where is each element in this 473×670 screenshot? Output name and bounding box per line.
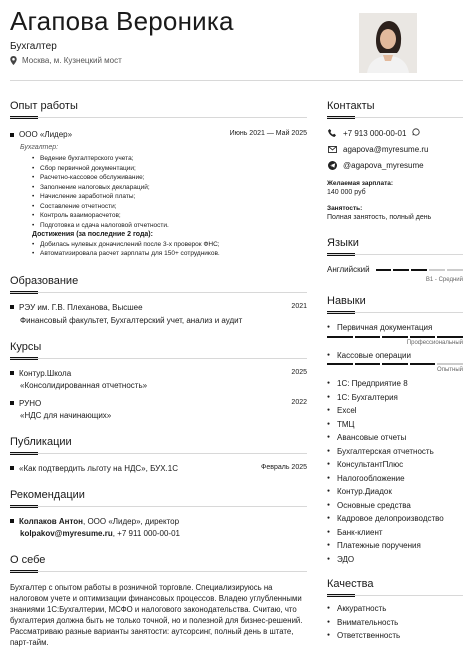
list-item: ● Внимательность [327,616,463,630]
list-item: • Подготовка и сдача налоговой отчетности. [32,221,307,231]
list-item: ● Ответственность [327,629,463,643]
list-item: • Сбор первичной документации; [32,164,307,174]
course-year: 2025 [291,368,307,376]
course-name: «НДС для начинающих» [20,410,112,420]
education-heading: Образование [10,275,307,293]
education-school: РЭУ им. Г.В. Плеханова, Высшее [19,302,143,312]
list-item: • Составление отчетности; [32,202,307,212]
list-item: ● ЭДО [327,553,463,567]
list-item: ● 1С: Бухгалтерия [327,391,463,405]
profile-photo [359,13,417,73]
list-item: • Добилась нулевых доначислений после 3-х проверок ФНС; [32,240,307,250]
telegram-text: @agapova_myresume [343,160,424,170]
salary-value: 140 000 руб [327,189,366,196]
list-item: ● Бухгалтерская отчетность [327,445,463,459]
education-header [10,303,307,312]
course-name: «Консолидированная отчетность» [20,380,148,390]
bullet-marker [10,466,14,470]
rated-skill-name: ● Первичная документация [327,321,463,335]
bullet-marker [10,305,14,309]
publication-date: Февраль 2025 [261,463,307,471]
duties-list [32,154,307,230]
bullet-marker [10,133,14,137]
list-item: ● Банк-клиент [327,526,463,540]
email-text: agapova@myresume.ru [343,144,429,154]
phone-text: +7 913 000-00-01 [343,128,407,138]
about-text: Бухгалтер с опытом работы в розничной торговле. Специализируюсь на налоговом учете и оптимизации финансовых процессов. Владею углубленными знаниями 1С:Бухгалтерии, МСФО и налогового законодательства. Считаю, что бухгалтерия должна быть не только точной, но и полезной для бизнес-решений. Рассматриваю разные варианты занятости: аутсорсинг, полный день в штате, парт-тайм. [10,582,303,647]
rated-skill-level: Профессиональный [406,339,463,346]
experience-header [10,130,307,139]
course-header [10,369,307,378]
recommendation [10,517,307,538]
skills-heading: Навыки [327,295,463,313]
main-column [10,100,307,648]
course-header [10,399,307,408]
publications-heading: Публикации [10,436,307,454]
rated-skill-bar [327,363,463,365]
recommender-email: kolpakov@myresume.ru [20,528,113,538]
language-level-bar [376,269,463,271]
rated-skill-name: ● Кассовые операции [327,349,463,363]
list-item: ● Excel [327,404,463,418]
recommender-name: Колпаков Антон [19,516,83,526]
employment-label: Занятость: [327,205,363,212]
course-year: 2022 [291,398,307,406]
list-item: • Контроль взаиморасчетов; [32,211,307,221]
telegram-icon [327,160,337,170]
salary-label: Желаемая зарплата: [327,180,394,187]
course-org: Контур.Школа [19,368,72,378]
recommendations-heading: Рекомендации [10,489,307,507]
recommender-role: , ООО «Лидер», директор [83,516,180,526]
language-row [327,265,463,274]
bullet-marker [10,401,14,405]
education-year: 2021 [291,302,307,310]
experience-heading: Опыт работы [10,100,307,118]
header-divider [10,80,463,81]
courses-heading: Курсы [10,341,307,359]
list-item: • Начисление заработной платы; [32,192,307,202]
language-name: Английский [327,265,370,274]
achievements-list [32,240,307,259]
list-item: ● Авансовые отчеты [327,431,463,445]
list-item: ● 1С: Предприятие 8 [327,377,463,391]
rated-skill-bar [327,336,463,338]
contacts-heading: Контакты [327,100,463,118]
location [10,56,122,65]
list-item: ● Аккуратность [327,602,463,616]
contact-phone[interactable] [327,128,463,138]
rated-skill-level: Опытный [437,367,463,373]
map-pin-icon [10,56,17,65]
qualities-heading: Качества [327,578,463,596]
experience-position: Бухгалтер: [20,144,59,151]
contact-email[interactable] [327,144,463,154]
list-item: • Заполнение налоговых деклараций; [32,183,307,193]
education-details: Финансовый факультет, Бухгалтерский учет, анализ и аудит [20,315,243,325]
person-name: Агапова Вероника [10,6,234,36]
list-item: ● Платежные поручения [327,539,463,553]
bullet-marker [10,519,14,523]
language-level: B1 - Средний [425,277,463,283]
contact-telegram[interactable] [327,160,463,170]
job-title: Бухгалтер [10,41,57,52]
location-text: Москва, м. Кузнецкий мост [22,56,122,65]
sidebar-column [327,100,463,643]
list-item: ● Основные средства [327,499,463,513]
list-item: • Автоматизировала расчет зарплаты для 150+ сотрудников. [32,249,307,259]
languages-heading: Языки [327,237,463,255]
list-item: ● Кадровое делопроизводство [327,512,463,526]
achievements-label: Достижения (за последние 2 года): [32,231,153,238]
skills-list [327,377,463,566]
list-item: ● КонсультантПлюс [327,458,463,472]
qualities-list [327,602,463,643]
publication-row [10,464,307,473]
list-item: ● ТМЦ [327,418,463,432]
employment-value: Полная занятость, полный день [327,214,432,221]
list-item: ● Контур.Диадок [327,485,463,499]
list-item: • Расчетно-кассовое обслуживание; [32,173,307,183]
course-org: РУНО [19,398,42,408]
bullet-marker [10,371,14,375]
mail-icon [327,144,337,154]
list-item: • Ведение бухгалтерского учета; [32,154,307,164]
about-heading: О себе [10,554,307,572]
publication-title: «Как подтвердить льготу на НДС», БУХ.1С [19,463,179,473]
recommender-phone: , +7 911 000-00-01 [112,528,180,538]
experience-period: Июнь 2021 — Май 2025 [229,130,307,137]
whatsapp-icon [412,128,420,138]
list-item: ● Налогообложение [327,472,463,486]
experience-company: ООО «Лидер» [19,130,73,139]
phone-icon [327,128,337,138]
